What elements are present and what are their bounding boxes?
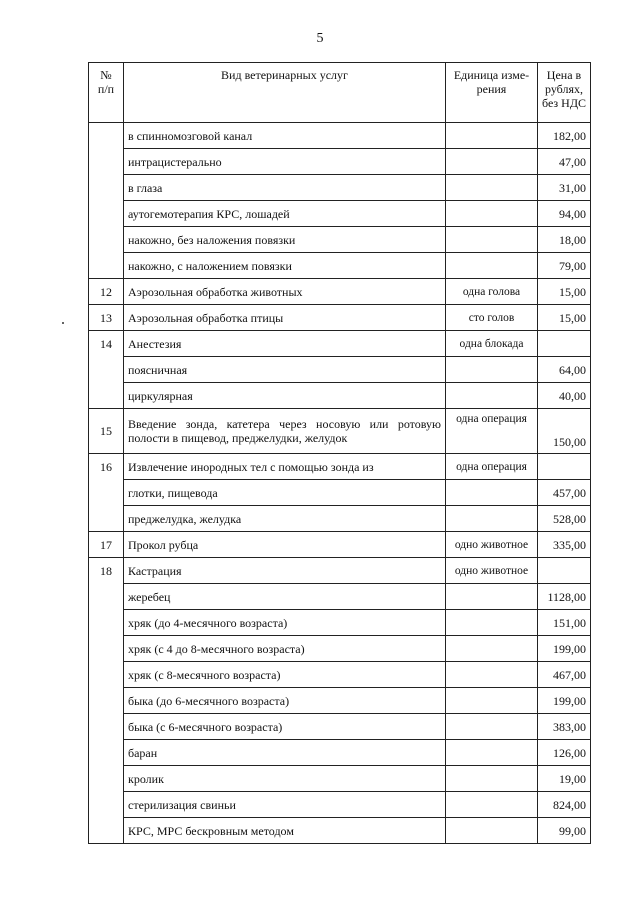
service-name: Кастрация <box>124 558 446 584</box>
table-row <box>89 584 591 610</box>
service-price: 15,00 <box>538 305 591 331</box>
table-row <box>89 383 591 409</box>
service-name: накожно, с наложением повязки <box>124 253 446 279</box>
service-price: 528,00 <box>538 506 591 532</box>
service-name: быка (с 6-месячного возраста) <box>124 714 446 740</box>
service-unit <box>446 688 538 714</box>
service-price: 182,00 <box>538 123 591 149</box>
table-header-row <box>89 63 591 123</box>
service-name: хряк (с 4 до 8-месячного возраста) <box>124 636 446 662</box>
table-row <box>89 688 591 714</box>
service-name: кролик <box>124 766 446 792</box>
service-name: в спинномозговой канал <box>124 123 446 149</box>
service-unit <box>446 175 538 201</box>
row-number: 16 <box>89 454 124 532</box>
service-name: КРС, МРС бескровным методом <box>124 818 446 844</box>
table-row <box>89 305 591 331</box>
header-price: Цена в рублях, без НДС <box>538 63 591 123</box>
service-price: 79,00 <box>538 253 591 279</box>
service-unit <box>446 662 538 688</box>
service-unit <box>446 714 538 740</box>
header-name: Вид ветеринарных услуг <box>124 63 446 123</box>
service-unit <box>446 357 538 383</box>
table-row <box>89 175 591 201</box>
service-price: 40,00 <box>538 383 591 409</box>
table-row <box>89 740 591 766</box>
service-price: 150,00 <box>538 409 591 454</box>
service-price: 457,00 <box>538 480 591 506</box>
service-price <box>538 331 591 357</box>
table-row <box>89 766 591 792</box>
service-name: циркулярная <box>124 383 446 409</box>
header-num: № п/п <box>89 63 124 123</box>
service-price <box>538 558 591 584</box>
table-row <box>89 610 591 636</box>
page-number: 5 <box>316 31 324 46</box>
service-price <box>538 454 591 480</box>
service-price: 151,00 <box>538 610 591 636</box>
service-name: стерилизация свиньи <box>124 792 446 818</box>
service-price: 94,00 <box>538 201 591 227</box>
service-unit <box>446 792 538 818</box>
service-unit <box>446 766 538 792</box>
service-name: Аэрозольная обработка животных <box>124 279 446 305</box>
service-name: преджелудка, желудка <box>124 506 446 532</box>
row-number: 15 <box>89 409 124 454</box>
service-name: Введение зонда, катетера через носовую или ротовую полости в пищевод, преджелудки, желудок <box>124 409 446 454</box>
table-row <box>89 714 591 740</box>
service-price: 31,00 <box>538 175 591 201</box>
table-row <box>89 331 591 357</box>
service-price: 383,00 <box>538 714 591 740</box>
service-name: интрацистерально <box>124 149 446 175</box>
table-row <box>89 480 591 506</box>
service-unit <box>446 740 538 766</box>
service-unit <box>446 818 538 844</box>
table-row <box>89 636 591 662</box>
service-unit <box>446 636 538 662</box>
table-row <box>89 818 591 844</box>
service-name: Прокол рубца <box>124 532 446 558</box>
service-unit: одна блокада <box>446 331 538 357</box>
service-price: 64,00 <box>538 357 591 383</box>
service-name: Аэрозольная обработка птицы <box>124 305 446 331</box>
service-unit <box>446 227 538 253</box>
service-unit: одно животное <box>446 532 538 558</box>
service-unit <box>446 610 538 636</box>
service-name: аутогемотерапия КРС, лошадей <box>124 201 446 227</box>
service-unit <box>446 253 538 279</box>
service-unit <box>446 383 538 409</box>
table-row <box>89 123 591 149</box>
service-unit <box>446 149 538 175</box>
table-row <box>89 201 591 227</box>
service-price: 15,00 <box>538 279 591 305</box>
table-row <box>89 506 591 532</box>
row-number <box>89 123 124 279</box>
table-row <box>89 662 591 688</box>
service-unit: одно животное <box>446 558 538 584</box>
service-price: 199,00 <box>538 636 591 662</box>
header-unit: Единица изме- рения <box>446 63 538 123</box>
service-price: 335,00 <box>538 532 591 558</box>
service-unit <box>446 123 538 149</box>
service-name: поясничная <box>124 357 446 383</box>
service-name: Анестезия <box>124 331 446 357</box>
service-unit <box>446 584 538 610</box>
service-unit: одна голова <box>446 279 538 305</box>
service-name: хряк (до 4-месячного возраста) <box>124 610 446 636</box>
table-row <box>89 227 591 253</box>
service-price: 18,00 <box>538 227 591 253</box>
service-name: в глаза <box>124 175 446 201</box>
table-row <box>89 149 591 175</box>
service-price: 99,00 <box>538 818 591 844</box>
service-name: быка (до 6-месячного возраста) <box>124 688 446 714</box>
service-unit: одна операция <box>446 409 538 454</box>
row-number: 17 <box>89 532 124 558</box>
service-price: 126,00 <box>538 740 591 766</box>
table-row <box>89 558 591 584</box>
table-row <box>89 409 591 454</box>
service-name: накожно, без наложения повязки <box>124 227 446 253</box>
service-price: 199,00 <box>538 688 591 714</box>
service-price: 19,00 <box>538 766 591 792</box>
table-row <box>89 279 591 305</box>
service-name: хряк (с 8-месячного возраста) <box>124 662 446 688</box>
service-unit: одна операция <box>446 454 538 480</box>
service-unit <box>446 480 538 506</box>
service-price: 467,00 <box>538 662 591 688</box>
service-unit <box>446 506 538 532</box>
service-price: 47,00 <box>538 149 591 175</box>
table-row <box>89 253 591 279</box>
service-name: баран <box>124 740 446 766</box>
table-row <box>89 792 591 818</box>
row-number: 18 <box>89 558 124 844</box>
service-name: жеребец <box>124 584 446 610</box>
service-price: 1128,00 <box>538 584 591 610</box>
table-row <box>89 532 591 558</box>
service-name: глотки, пищевода <box>124 480 446 506</box>
price-table <box>88 62 591 844</box>
row-number: 13 <box>89 305 124 331</box>
row-number: 14 <box>89 331 124 409</box>
scan-dot <box>62 322 64 324</box>
service-price: 824,00 <box>538 792 591 818</box>
table-body <box>89 123 591 844</box>
service-name: Извлечение инородных тел с помощью зонда из <box>124 454 446 480</box>
table-row <box>89 454 591 480</box>
row-number: 12 <box>89 279 124 305</box>
table-row <box>89 357 591 383</box>
service-unit <box>446 201 538 227</box>
service-unit: сто голов <box>446 305 538 331</box>
